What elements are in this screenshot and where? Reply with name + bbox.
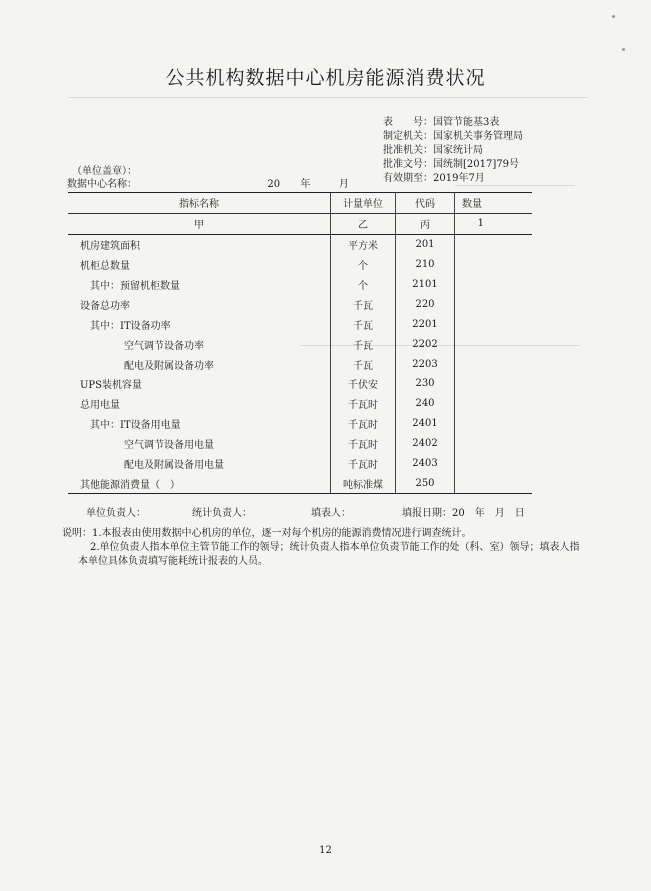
row-code: 2202	[396, 334, 455, 354]
speck	[622, 48, 625, 51]
row-quantity[interactable]	[455, 454, 533, 474]
subheader-jia: 甲	[68, 213, 331, 234]
row-quantity[interactable]	[455, 394, 533, 414]
table-row	[68, 374, 532, 394]
row-code: 210	[396, 255, 455, 275]
row-quantity[interactable]	[455, 255, 533, 275]
year-prefix: 20	[267, 179, 281, 190]
row-name: 其中：预留机柜数量	[90, 281, 180, 292]
row-unit: 千瓦	[331, 354, 396, 374]
bleed-through-line	[68, 97, 588, 98]
row-code: 240	[396, 394, 455, 414]
row-unit: 个	[331, 275, 396, 295]
row-unit: 平方米	[331, 234, 396, 254]
meta-valid-until: 有效期至：2019年7月	[383, 173, 485, 184]
header-unit: 计量单位	[331, 193, 396, 214]
row-name: 其中：IT设备功率	[90, 320, 171, 332]
row-unit: 千瓦时	[331, 414, 396, 434]
table-body	[68, 234, 532, 494]
header-quantity: 数量	[455, 193, 533, 214]
page-title: 公共机构数据中心机房能源消费状况	[165, 67, 486, 89]
row-code: 220	[396, 294, 455, 314]
row-unit: 千瓦时	[331, 454, 396, 474]
row-code: 2101	[396, 275, 455, 295]
row-code: 2402	[396, 434, 455, 454]
row-quantity[interactable]	[455, 294, 533, 314]
table-row	[68, 454, 532, 474]
table-row	[68, 294, 532, 314]
row-name: 总用电量	[80, 400, 120, 412]
row-unit: 千瓦	[331, 294, 396, 314]
speck	[612, 15, 615, 18]
row-code: 2203	[396, 354, 455, 374]
table-row	[68, 255, 532, 275]
fill-date-label: 填报日期：20 年 月 日	[402, 508, 525, 519]
subheader-one: 1	[455, 213, 533, 234]
row-quantity[interactable]	[455, 374, 533, 394]
row-name: UPS装机容量	[80, 380, 143, 392]
note-line-3: 本单位具体负责填写能耗统计报表的人员。	[78, 556, 268, 567]
subheader-bing: 丙	[396, 213, 455, 234]
header-indicator-name: 指标名称	[68, 193, 331, 214]
table-row	[68, 434, 532, 454]
row-code: 230	[396, 374, 455, 394]
table-header-row	[68, 193, 532, 214]
row-name: 其中：IT设备用电量	[90, 420, 181, 432]
row-code: 2401	[396, 414, 455, 434]
datacenter-name-line	[67, 175, 349, 190]
table-row	[68, 394, 532, 414]
row-unit: 千瓦时	[331, 394, 396, 414]
row-unit: 千瓦时	[331, 434, 396, 454]
table-subheader-row	[68, 213, 532, 234]
unit-head-label: 单位负责人：	[86, 508, 146, 519]
table-row	[68, 354, 532, 374]
form-meta	[383, 116, 523, 186]
row-name: 机房建筑面积	[80, 241, 140, 253]
row-unit: 千瓦	[331, 314, 396, 334]
header-code: 代码	[396, 193, 455, 214]
notes	[62, 527, 622, 569]
row-code: 250	[396, 473, 455, 493]
note-line-2: 2.单位负责人指本单位主管节能工作的领导；统计负责人指本单位负责节能工作的处（科、室）领导；填表人指	[90, 542, 580, 553]
row-quantity[interactable]	[455, 354, 533, 374]
row-unit: 千瓦	[331, 334, 396, 354]
row-code: 2403	[396, 454, 455, 474]
row-quantity[interactable]	[455, 234, 533, 254]
year-char: 年	[300, 179, 311, 190]
row-code: 2201	[396, 314, 455, 334]
table-row	[68, 275, 532, 295]
row-name: 空气调节设备用电量	[124, 440, 214, 452]
page-number: 12	[319, 845, 332, 856]
row-quantity[interactable]	[455, 314, 533, 334]
table-row	[68, 234, 532, 254]
row-name: 其他能源消费量（ ）	[68, 473, 331, 493]
meta-form-number: 表 号：国管节能基3表	[383, 117, 500, 128]
row-name: 空气调节设备功率	[124, 340, 204, 352]
row-name: 配电及附属设备用电量	[124, 460, 224, 472]
meta-approval-number: 批准文号：国统制[2017]79号	[383, 159, 519, 170]
row-code: 201	[396, 234, 455, 254]
table-row	[68, 334, 532, 354]
stat-head-label: 统计负责人：	[192, 508, 252, 519]
unit-seal-label: （单位盖章）：	[72, 166, 137, 177]
month-char: 月	[338, 179, 349, 190]
row-quantity[interactable]	[455, 414, 533, 434]
row-quantity[interactable]	[455, 473, 533, 493]
meta-approver: 批准机关：国家统计局	[383, 145, 483, 156]
row-unit: 吨标准煤	[331, 473, 396, 493]
row-name: 配电及附属设备功率	[124, 360, 214, 372]
row-name: 机柜总数量	[80, 261, 130, 273]
row-quantity[interactable]	[455, 334, 533, 354]
energy-table	[68, 192, 532, 494]
filler-label: 填表人：	[311, 508, 351, 519]
meta-issuer: 制定机关：国家机关事务管理局	[383, 131, 523, 142]
note-line-1: 说明：1.本报表由使用数据中心机房的单位，逐一对每个机房的能源消费情况进行调查统计。	[62, 528, 472, 539]
table-row	[68, 314, 532, 334]
table-row	[68, 414, 532, 434]
datacenter-name-label: 数据中心名称：	[67, 179, 137, 190]
row-quantity[interactable]	[455, 275, 533, 295]
row-unit: 千伏安	[331, 374, 396, 394]
table-row	[68, 473, 532, 493]
row-unit: 个	[331, 255, 396, 275]
row-name: 设备总功率	[80, 300, 130, 312]
subheader-yi: 乙	[331, 213, 396, 234]
row-quantity[interactable]	[455, 434, 533, 454]
